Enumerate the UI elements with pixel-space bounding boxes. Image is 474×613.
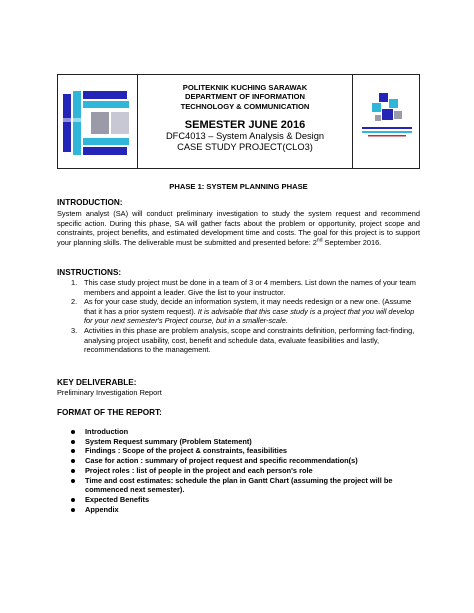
instructions-heading: INSTRUCTIONS:	[57, 268, 122, 277]
header-title-block	[138, 83, 352, 153]
phase-title: PHASE 1: SYSTEM PLANNING PHASE	[169, 182, 308, 191]
list-item-text: Time and cost estimates: schedule the plan in Gantt Chart (assuming the project will be commenced next semester).	[85, 475, 393, 495]
list-item	[57, 456, 420, 466]
list-item-text: As for your case study, decide an information system, it may needs redesign or a new one. (Assume that it has a prior system request).	[84, 297, 412, 316]
list-item-text: Project roles : list of people in the project and each person's role	[85, 465, 313, 475]
list-item-text: Activities in this phase are problem analysis, scope and constraints definition, performing fact-finding, analysing project usability, cost, benefit and schedule data, evaluate feasibilities and lastly, recommendations to the management.	[84, 325, 415, 355]
bullet-icon	[71, 479, 75, 483]
bullet-icon	[71, 459, 75, 463]
pks-logo-icon	[61, 88, 133, 158]
key-deliverable-text: Preliminary Investigation Report	[57, 388, 162, 397]
introduction-paragraph	[57, 209, 420, 247]
bullet-icon	[71, 508, 75, 512]
list-item-text: Case for action : summary of project request and specific recommendation(s)	[85, 456, 358, 466]
list-item	[57, 427, 420, 437]
list-item	[57, 437, 420, 447]
format-heading: FORMAT OF THE REPORT:	[57, 408, 162, 417]
instructions-list	[57, 278, 420, 355]
list-item	[57, 297, 420, 326]
introduction-sup: nd	[316, 237, 323, 244]
list-item	[57, 326, 420, 355]
semester-title: SEMESTER JUNE 2016	[184, 118, 306, 131]
format-list	[57, 427, 420, 514]
institution-name: POLITEKNIK KUCHING SARAWAK	[182, 83, 308, 92]
list-item-number: 2.	[71, 297, 78, 307]
header-divider-right	[352, 75, 353, 168]
bullet-icon	[71, 449, 75, 453]
list-item-text: Introduction	[85, 427, 129, 436]
introduction-heading: INTRODUCTION:	[57, 198, 123, 207]
list-item	[57, 505, 420, 515]
list-item-number: 3.	[71, 325, 78, 335]
department-line-2: TECHNOLOGY & COMMUNICATION	[180, 101, 310, 111]
department-line-1: DEPARTMENT OF INFORMATION	[185, 92, 305, 102]
list-item-text: Appendix	[85, 504, 119, 514]
list-item-text: Expected Benefits	[85, 494, 150, 504]
list-item	[57, 495, 420, 505]
bullet-icon	[71, 430, 75, 434]
list-item-number: 1.	[71, 278, 78, 287]
list-item-text: This case study project must be done in a team of 3 or 4 members. List down the names of your team members and appoint a leader. Give the list to your instructor.	[84, 278, 416, 297]
key-deliverable-heading: KEY DELIVERABLE:	[57, 378, 137, 387]
list-item-text: Findings : Scope of the project & constraints, feasibilities	[85, 446, 288, 456]
introduction-text-end: September 2016.	[322, 237, 382, 247]
introduction-text: System analyst (SA) will conduct preliminary investigation to study the system request and recommend specific action. During this phase, SA will gather facts about the problem or opportunity, project scope and constraints, project benefits, and estimated development time and costs. The goal for this project is to support your planning skills. The deliverable must be submitted and presented before: 2	[57, 209, 420, 247]
list-item-italic-note: It is advisable that this case study is a project that you will develop for your next semester's Project course, but in a smaller-scale.	[84, 306, 415, 326]
course-title: DFC4013 – System Analysis & Design	[165, 130, 325, 141]
project-title: CASE STUDY PROJECT(CLO3)	[177, 141, 313, 152]
bullet-icon	[71, 498, 75, 502]
bullet-icon	[71, 440, 75, 444]
department-logo-icon	[358, 91, 416, 151]
list-item-text: System Request summary (Problem Statement)	[85, 436, 252, 446]
list-item	[57, 466, 420, 476]
document-header	[57, 74, 420, 169]
list-item	[57, 476, 420, 495]
list-item	[57, 278, 420, 297]
list-item	[57, 446, 420, 456]
bullet-icon	[71, 469, 75, 473]
